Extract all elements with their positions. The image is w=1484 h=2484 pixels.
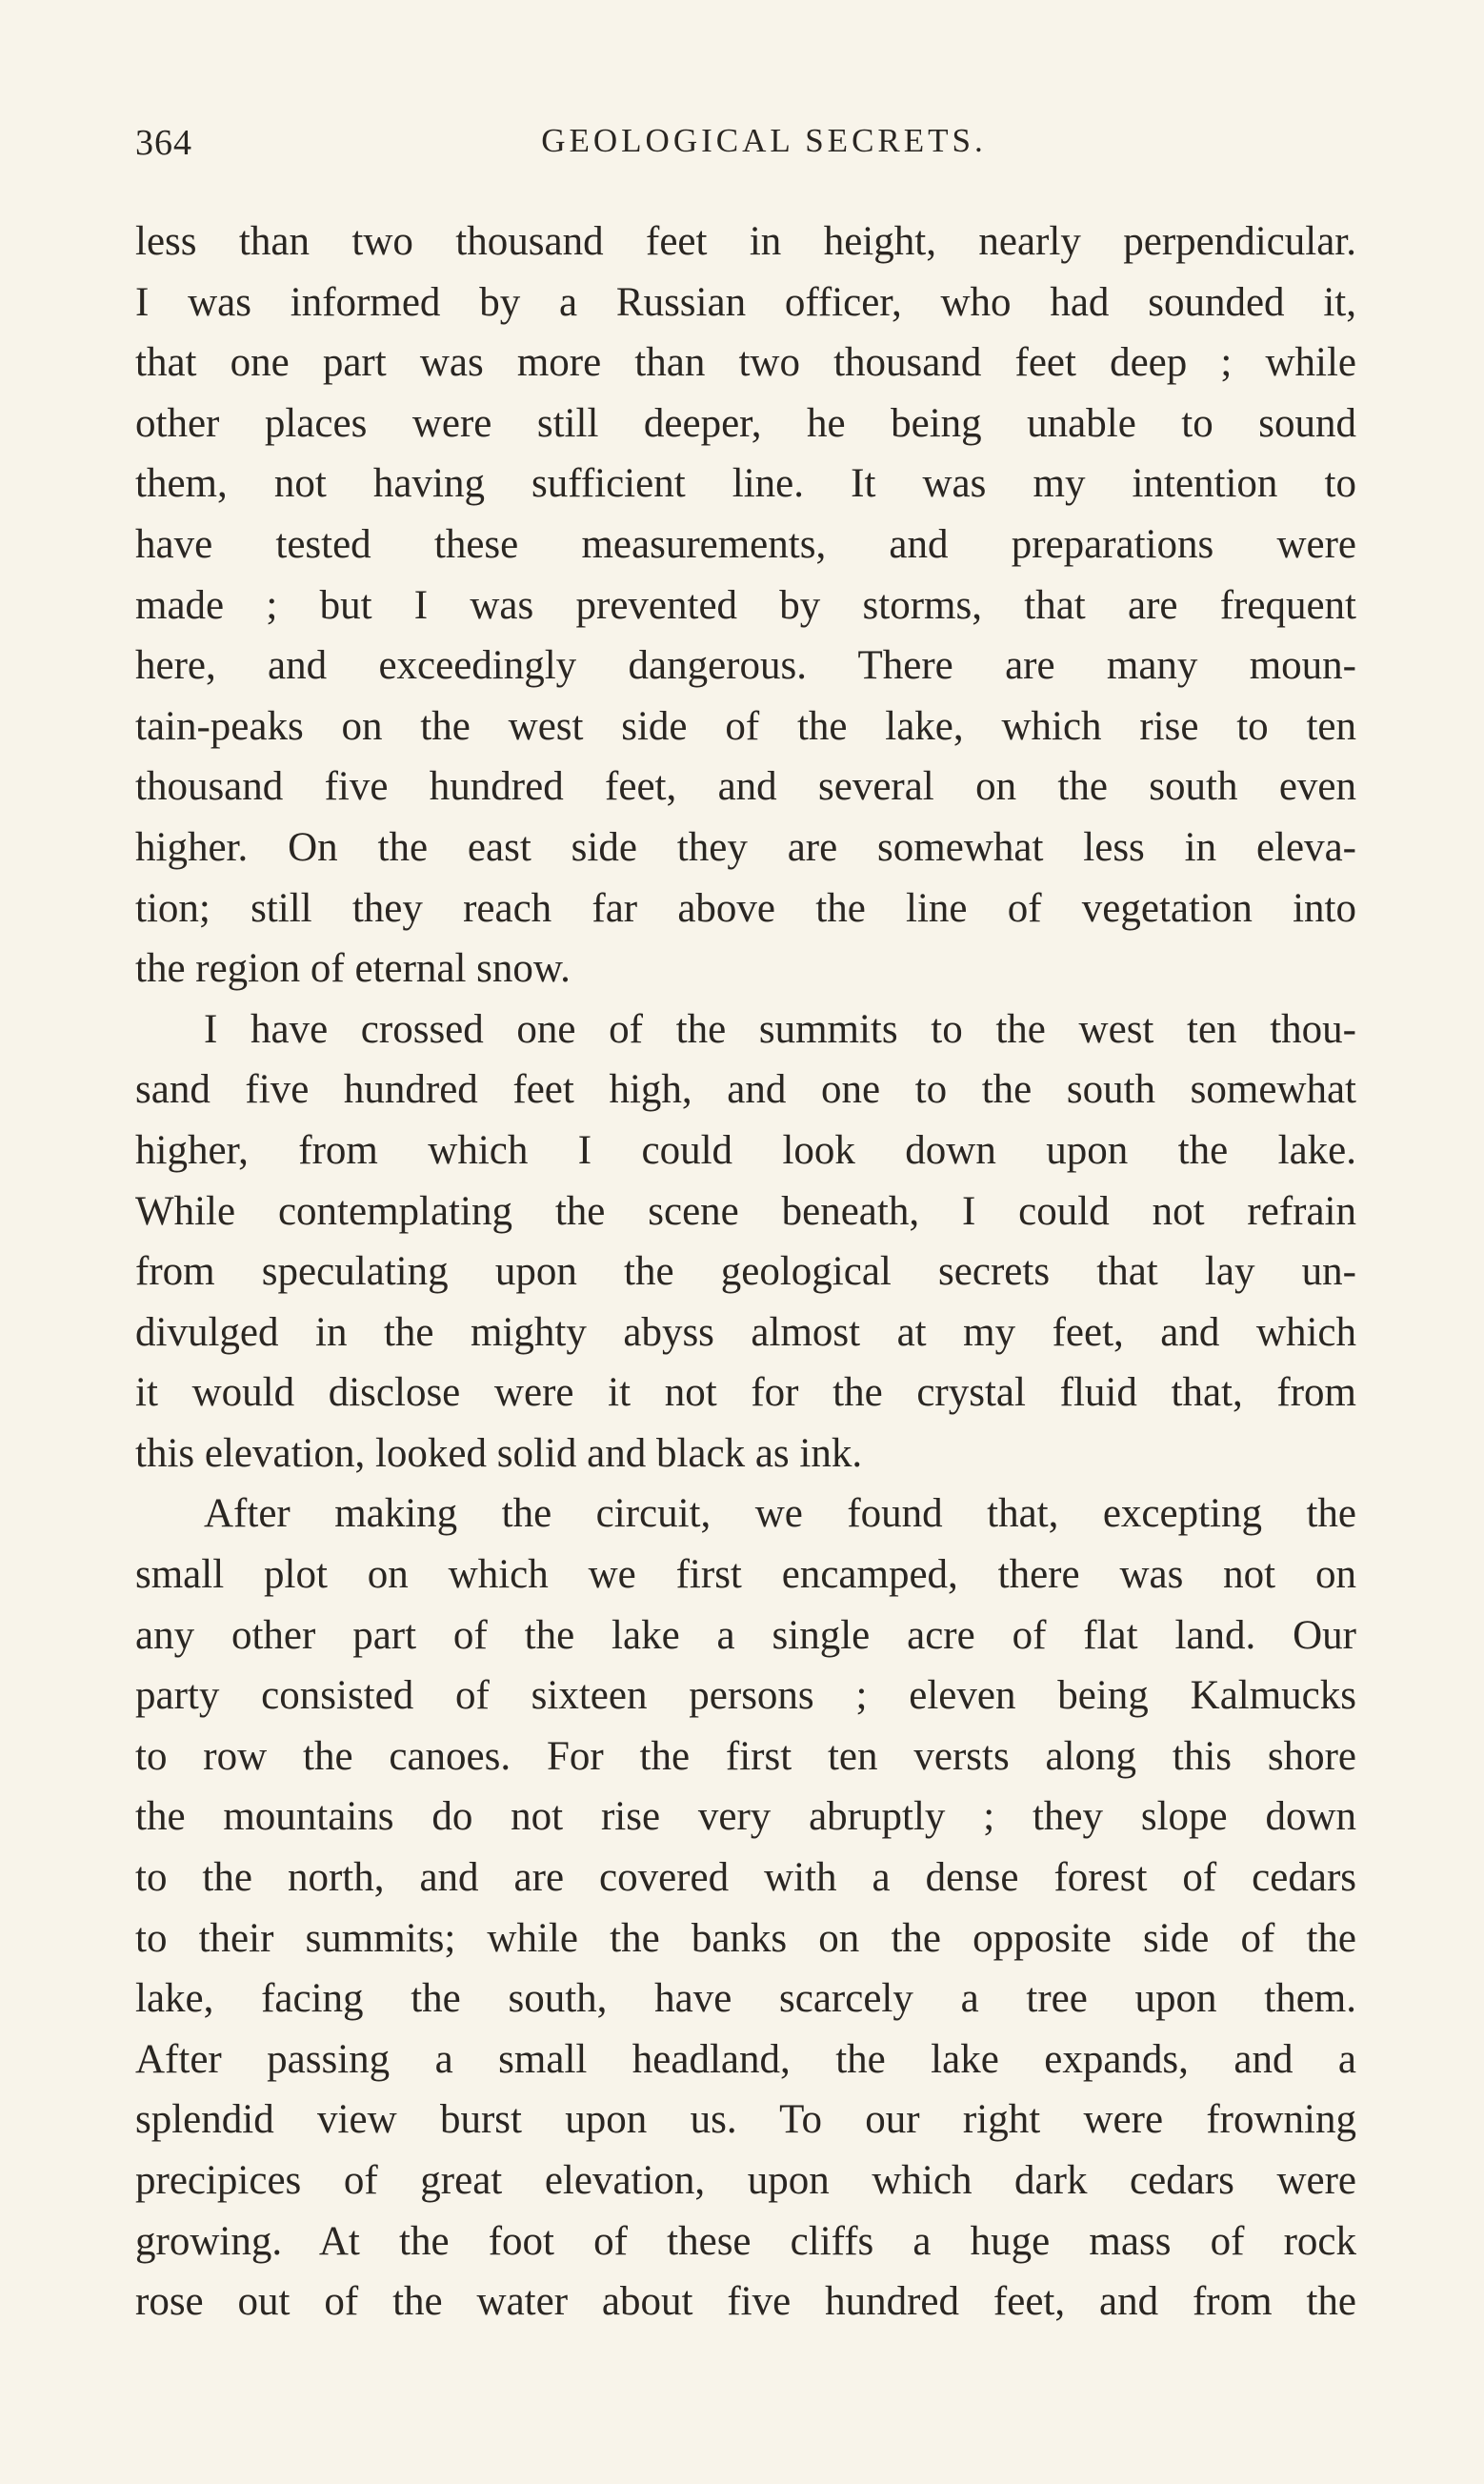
text-line: While contemplating the scene beneath, I could not refrain bbox=[135, 1188, 1356, 1234]
text-line: sand five hundred feet high, and one to the south somewhat bbox=[135, 1067, 1356, 1113]
text-line: rose out of the water about five hundred feet, and from the bbox=[135, 2279, 1356, 2325]
text-line: to the north, and are covered with a dense forest of cedars bbox=[135, 1855, 1356, 1901]
body-text bbox=[135, 212, 1356, 2333]
text-line: from speculating upon the geological secrets that lay un- bbox=[135, 1249, 1356, 1295]
text-line: After passing a small headland, the lake expands, and a bbox=[135, 2036, 1356, 2082]
text-line: other places were still deeper, he being unable to sound bbox=[135, 400, 1356, 446]
text-line: have tested these measurements, and preparations were bbox=[135, 521, 1356, 567]
text-line: I was informed by a Russian officer, who had sounded it, bbox=[135, 279, 1356, 325]
page-number: 364 bbox=[135, 123, 192, 163]
text-line: higher, from which I could look down upon the lake. bbox=[135, 1127, 1356, 1173]
text-line: made ; but I was prevented by storms, that are frequent bbox=[135, 582, 1356, 628]
text-line: small plot on which we first encamped, there was not on bbox=[135, 1552, 1356, 1598]
text-line: that one part was more than two thousand feet deep ; while bbox=[135, 340, 1356, 386]
text-line: the mountains do not rise very abruptly ; they slope down bbox=[135, 1794, 1356, 1840]
text-line: to row the canoes. For the first ten versts along this shore bbox=[135, 1733, 1356, 1779]
text-line: less than two thousand feet in height, nearly perpendicular. bbox=[135, 219, 1356, 264]
text-line: divulged in the mighty abyss almost at my feet, and which bbox=[135, 1309, 1356, 1355]
text-line: After making the circuit, we found that, excepting the bbox=[204, 1491, 1356, 1537]
text-line: them, not having sufficient line. It was my intention to bbox=[135, 461, 1356, 507]
text-line: this elevation, looked solid and black as ink. bbox=[135, 1430, 863, 1476]
text-line: any other part of the lake a single acre of flat land. Our bbox=[135, 1612, 1356, 1658]
text-line: thousand five hundred feet, and several on the south even bbox=[135, 764, 1356, 810]
text-line: lake, facing the south, have scarcely a tree upon them. bbox=[135, 1976, 1356, 2022]
text-line: it would disclose were it not for the crystal fluid that, from bbox=[135, 1370, 1356, 1416]
text-line: party consisted of sixteen persons ; eleven being Kalmucks bbox=[135, 1673, 1356, 1719]
text-line: precipices of great elevation, upon which dark cedars were bbox=[135, 2158, 1356, 2203]
text-line: the region of eternal snow. bbox=[135, 946, 571, 992]
text-line: tain-peaks on the west side of the lake, which rise to ten bbox=[135, 703, 1356, 749]
text-line: here, and exceedingly dangerous. There are many moun- bbox=[135, 643, 1356, 689]
text-line: splendid view burst upon us. To our right were frowning bbox=[135, 2097, 1356, 2143]
text-line: higher. On the east side they are somewhat less in eleva- bbox=[135, 824, 1356, 870]
text-line: growing. At the foot of these cliffs a huge mass of rock bbox=[135, 2218, 1356, 2264]
text-line: I have crossed one of the summits to the west ten thou- bbox=[204, 1006, 1356, 1052]
text-line: tion; still they reach far above the line of vegetation into bbox=[135, 885, 1356, 931]
running-title: GEOLOGICAL SECRETS. bbox=[541, 122, 987, 159]
text-line: to their summits; while the banks on the opposite side of the bbox=[135, 1915, 1356, 1961]
page-header bbox=[135, 122, 1354, 170]
